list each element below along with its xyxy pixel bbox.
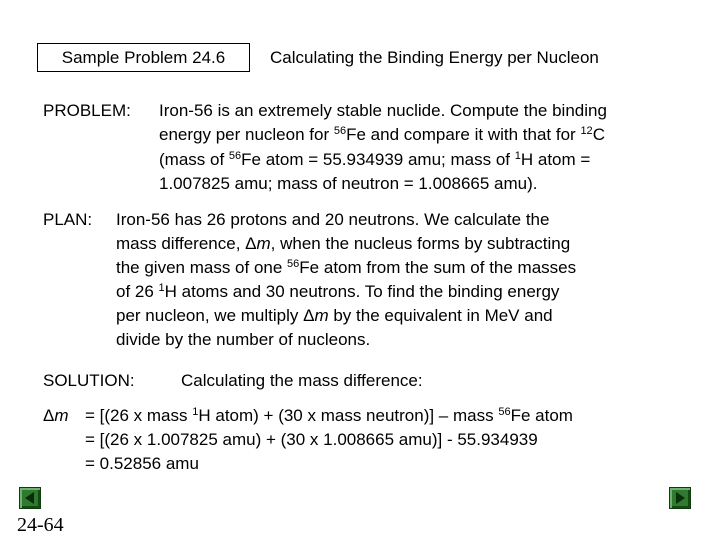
plan-line-4: of 26 $^1$H atoms and 30 neutrons. To find the binding energy [116, 282, 560, 301]
plan-line-6: divide by the number of nucleons. [116, 330, 371, 349]
delta-m-symbol: Δm [43, 406, 69, 425]
solution-label: SOLUTION: [43, 371, 135, 390]
problem-line-4: 1.007825 amu; mass of neutron = 1.008665 amu). [159, 174, 538, 193]
equation-line-3: = 0.52856 amu [85, 454, 199, 473]
previous-slide-button[interactable] [19, 487, 41, 509]
next-slide-button[interactable] [669, 487, 691, 509]
page-number: 24-64 [17, 514, 64, 536]
plan-line-2: mass difference, Δm, when the nucleus forms by subtracting [116, 234, 571, 253]
equation-line-1: = [(26 x mass $^1$H atom) + (30 x mass neutron)] – mass $^{56}$Fe atom [85, 406, 573, 425]
solution-heading: Calculating the mass difference: [181, 371, 423, 390]
plan-line-5: per nucleon, we multiply Δm by the equivalent in MeV and [116, 306, 553, 325]
problem-line-2: energy per nucleon for $^{56}$Fe and compare it with that for $^{12}$C [159, 125, 605, 144]
problem-line-1: Iron-56 is an extremely stable nuclide. Compute the binding [159, 101, 607, 120]
problem-label: PROBLEM: [43, 101, 131, 120]
next-arrow-icon [676, 492, 685, 504]
previous-arrow-icon [25, 492, 34, 504]
page-title: Calculating the Binding Energy per Nucleon [270, 48, 599, 67]
plan-line-3: the given mass of one $^{56}$Fe atom from the sum of the masses [116, 258, 577, 277]
equation-line-2: = [(26 x 1.007825 amu) + (30 x 1.008665 amu)] - 55.934939 [85, 430, 538, 449]
plan-line-1: Iron-56 has 26 protons and 20 neutrons. We calculate the [116, 210, 550, 229]
plan-label: PLAN: [43, 210, 93, 229]
problem-line-3: (mass of $^{56}$Fe atom = 55.934939 amu; mass of $^1$H atom = [159, 150, 591, 169]
sample-problem-tag: Sample Problem 24.6 [37, 43, 250, 72]
